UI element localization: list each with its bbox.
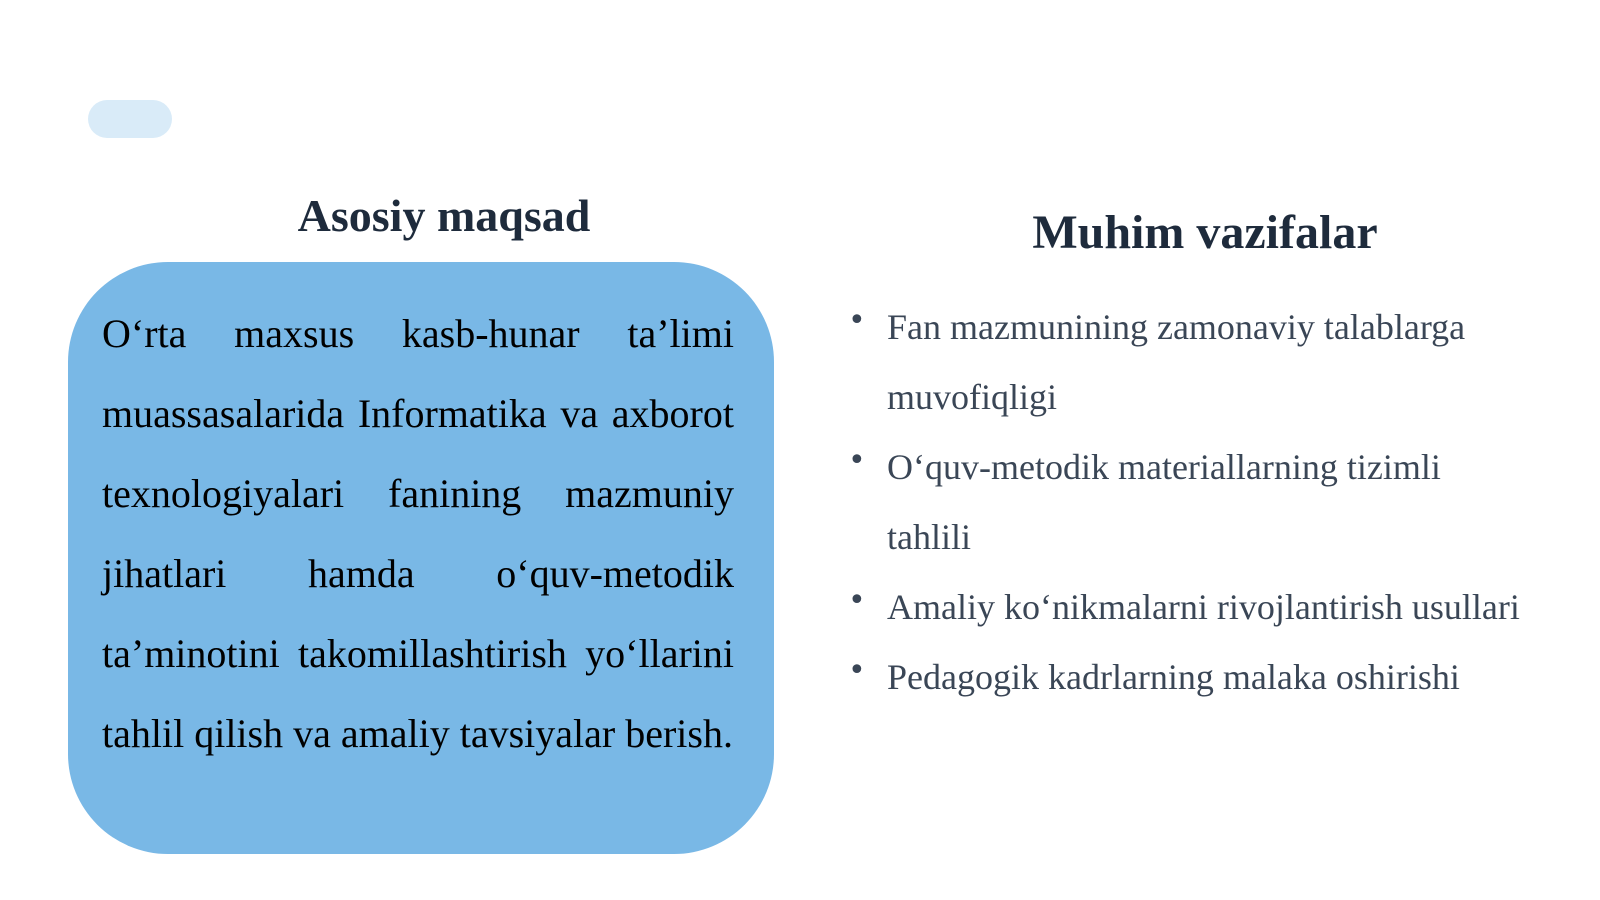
task-item-label: Fan mazmunining zamonaviy talablarga muvofiqligi: [887, 307, 1466, 417]
decorative-pill: [88, 100, 172, 138]
task-item-label: Amaliy ko‘nikmalarni rivojlantirish usullari: [887, 587, 1520, 627]
main-goal-text: O‘rta maxsus kasb-hunar ta’limi muassasalarida Informatika va axborot texnologiyalari fanining mazmuniy jihatlari hamda o‘quv-metodik ta’minotini takomillashtirish yo‘llarini tahlil qilish va amaliy tavsiyalar berish.: [102, 311, 734, 756]
bullet-icon: •: [848, 653, 866, 688]
task-item: [848, 572, 1528, 642]
key-tasks-title: Muhim vazifalar: [1032, 206, 1378, 259]
task-item: [848, 292, 1528, 432]
main-goal-title: Asosiy maqsad: [297, 190, 591, 241]
task-item-label: Pedagogik kadrlarning malaka oshirishi: [887, 657, 1460, 697]
bullet-icon: •: [848, 443, 866, 478]
task-item-label: O‘quv-metodik materiallarning tizimli tahlili: [887, 447, 1441, 557]
task-item: [848, 432, 1528, 572]
key-tasks-list: [848, 292, 1528, 712]
bullet-icon: •: [848, 583, 866, 618]
bullet-icon: •: [848, 303, 866, 338]
task-item: [848, 642, 1528, 712]
